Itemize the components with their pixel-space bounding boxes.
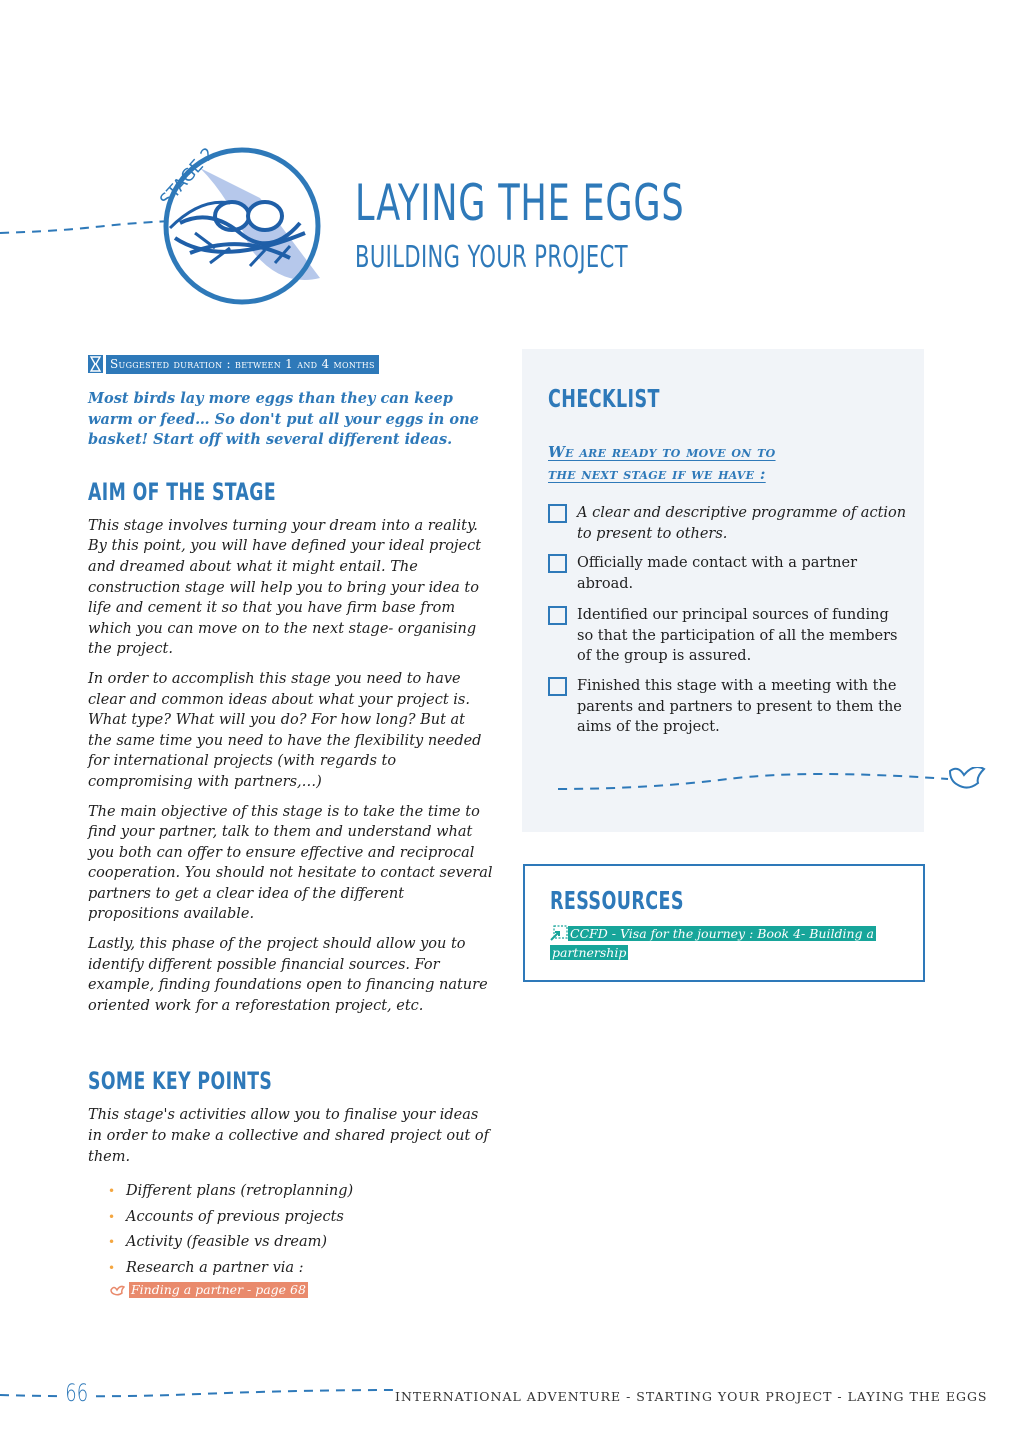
aim-paragraph: This stage involves turning your dream into a reality. By this point, you will have defined your ideal project and dreamed about what it might entail. The construction stage will help you to bring your idea to life and cement it so that you have firm base from which you can move on to the next stage- organising the project. bbox=[88, 517, 482, 658]
key-points-list bbox=[88, 1179, 493, 1281]
finding-partner-link-text[interactable]: Finding a partner - page 68 bbox=[131, 1282, 306, 1298]
checklist-intro-line: We are ready to move on to bbox=[548, 443, 776, 461]
resource-link-text[interactable]: CCFD - Visa for the journey : Book 4- Building a partnership bbox=[552, 926, 874, 960]
resources-heading: RESSOURCES bbox=[550, 886, 684, 915]
list-item: • Activity (feasible vs dream) bbox=[108, 1230, 493, 1256]
bird-icon bbox=[110, 1284, 125, 1297]
checklist-panel bbox=[522, 349, 924, 832]
footer-text: INTERNATIONAL ADVENTURE - STARTING YOUR PROJECT - LAYING THE EGGS bbox=[395, 1389, 988, 1404]
page-title: LAYING THE EGGS bbox=[355, 174, 685, 232]
checklist-intro bbox=[548, 441, 776, 485]
checklist-dashed-line bbox=[558, 767, 988, 807]
bird-nest-eggs-icon bbox=[140, 138, 330, 313]
duration-text: Suggested duration : between 1 and 4 months bbox=[106, 355, 379, 374]
intro-text: Most birds lay more eggs than they can keep warm or feed… So don't put all your eggs in one basket! Start off with several different ideas. bbox=[88, 390, 479, 449]
checklist-item-text: A clear and descriptive programme of action to present to others. bbox=[577, 505, 907, 542]
aim-paragraph: The main objective of this stage is to take the time to find your partner, talk to them and understand what you both can offer to ensure effective and reciprocal cooperation. You should not hesitate to contact several partners to get a clear idea of the different propositions available. bbox=[88, 803, 493, 923]
list-item: • Accounts of previous projects bbox=[108, 1205, 493, 1231]
footer-dashed-line bbox=[0, 1378, 395, 1408]
aim-paragraph: In order to accomplish this stage you need to have clear and common ideas about what your project is. What type? What will you do? For how long? But at the same time you need to have the flexibility needed for international projects (with regards to compromising with partners,…) bbox=[88, 670, 482, 790]
checklist-item bbox=[548, 553, 908, 594]
page-subtitle: BUILDING YOUR PROJECT bbox=[355, 240, 628, 275]
checkbox[interactable] bbox=[548, 677, 567, 696]
resource-link[interactable] bbox=[550, 924, 880, 962]
checkbox[interactable] bbox=[548, 504, 567, 523]
key-points-intro: This stage's activities allow you to finalise your ideas in order to make a collective and shared project out of them. bbox=[88, 1107, 489, 1165]
checklist-item bbox=[548, 503, 908, 544]
checklist-item bbox=[548, 676, 908, 738]
checklist-item-text: Officially made contact with a partner abroad. bbox=[577, 555, 858, 592]
list-item: • Research a partner via : bbox=[108, 1256, 493, 1282]
hourglass-icon bbox=[88, 355, 103, 373]
page-number: 66 bbox=[63, 1378, 90, 1408]
finding-partner-link[interactable] bbox=[110, 1282, 493, 1298]
checklist-intro-line: the next stage if we have : bbox=[548, 465, 766, 483]
checklist-heading: CHECKLIST bbox=[548, 384, 660, 413]
resources-panel bbox=[523, 864, 925, 982]
external-link-icon bbox=[550, 925, 568, 941]
duration-badge bbox=[88, 354, 379, 374]
checkbox[interactable] bbox=[548, 606, 567, 625]
key-points-heading: SOME KEY POINTS bbox=[88, 1067, 273, 1096]
aim-paragraph: Lastly, this phase of the project should allow you to identify different possible financial sources. For example, finding foundations open to financing nature oriented work for a reforestation project, etc. bbox=[88, 936, 488, 1014]
checklist-item-text: Finished this stage with a meeting with the parents and partners to present to them the aims of the project. bbox=[577, 678, 902, 736]
list-item: • Different plans (retroplanning) bbox=[108, 1179, 493, 1205]
checklist-item bbox=[548, 605, 908, 667]
aim-heading: AIM OF THE STAGE bbox=[88, 477, 277, 506]
checkbox[interactable] bbox=[548, 554, 567, 573]
bird-icon bbox=[950, 767, 984, 788]
left-column bbox=[88, 354, 493, 1298]
stage-label: STAGE 2 bbox=[156, 143, 219, 211]
checklist-item-text: Identified our principal sources of funding so that the participation of all the members of the group is assured. bbox=[577, 607, 898, 665]
